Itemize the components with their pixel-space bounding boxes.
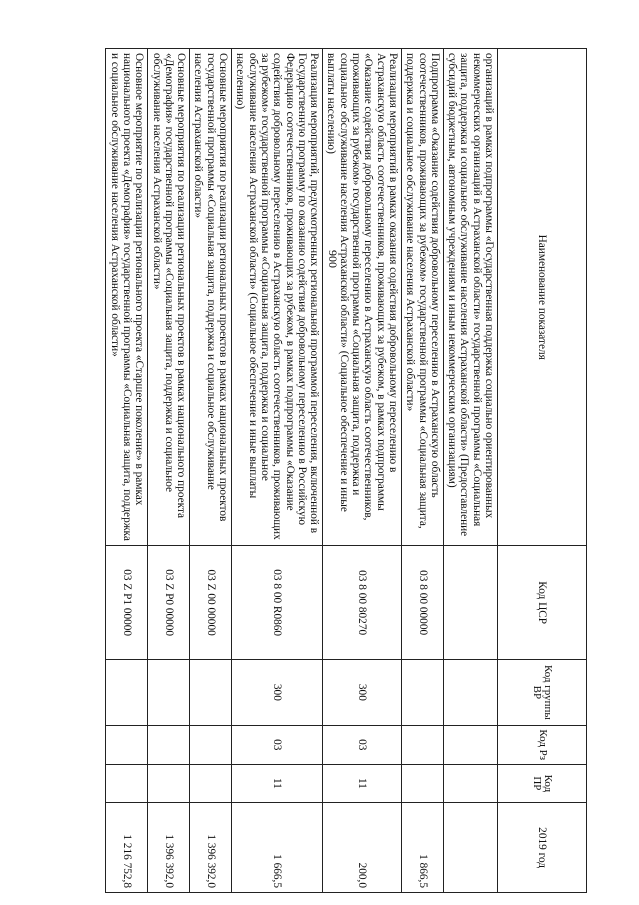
page-number: 900 (326, 250, 340, 268)
table-row (148, 49, 190, 893)
row-pr (401, 764, 443, 803)
row-csr (443, 546, 497, 659)
row-value: 1 666,5 (232, 803, 323, 893)
row-pr (190, 764, 232, 803)
table-header-row (498, 49, 587, 893)
row-name: Подпрограмма «Оказание содействия добровольному переселению в Астраханскую область соотечественников, проживающих за рубежом» государственной программы «Социальная защита, поддержка и социальное обслуживание населения Астраханской области» (401, 49, 443, 546)
header-vr: Код группы ВР (498, 659, 587, 725)
row-name: Реализация мероприятий, предусмотренных региональной программой переселения, включенной в Государственную программу по оказанию содействия добровольному переселению в Российскую Федерацию соотечественников, проживающих за рубежом, в рамках подпрограммы «Оказание содействия добровольному переселению в Астраханскую область соотечественников, проживающих за рубежом» государственной программы «Социальная защита, поддержка и социальное обслуживание населения Астраханской области» (Социальное обеспечение и иные выплаты населению) (232, 49, 323, 546)
row-value: 1 216 752,8 (106, 803, 148, 893)
row-pr (148, 764, 190, 803)
row-csr: 03 8 00 R0860 (232, 546, 323, 659)
row-name: Основные мероприятия по реализации региональных проектов в рамках национальных проектов государственной программы «Социальная защита, поддержка и социальное обслуживание населения Астраханской области» (190, 49, 232, 546)
budget-table (105, 48, 587, 893)
row-rz (401, 725, 443, 764)
row-name: Основное мероприятие по реализации регионального проекта «Старшее поколение» в рамках национального проекта «Демография» государственной программы «Социальная защита, поддержка и социальное обслуживание населения Астраханской области» (106, 49, 148, 546)
header-csr: Код ЦСР (498, 546, 587, 659)
row-pr (443, 764, 497, 803)
row-value: 1 396 392,0 (190, 803, 232, 893)
row-value (443, 803, 497, 893)
row-pr (106, 764, 148, 803)
row-csr: 03 8 00 80270 (323, 546, 402, 659)
row-pr: 11 (232, 764, 323, 803)
row-rz (148, 725, 190, 764)
rotated-budget-table-container (59, 48, 587, 893)
row-csr: 03 Z P0 00000 (148, 546, 190, 659)
header-year: 2019 год (498, 803, 587, 893)
table-row (443, 49, 497, 893)
row-csr: 03 Z 00 00000 (190, 546, 232, 659)
table-row (401, 49, 443, 893)
row-value: 1 396 392,0 (148, 803, 190, 893)
row-value: 200,0 (323, 803, 402, 893)
row-vr (106, 659, 148, 725)
table-row (190, 49, 232, 893)
row-rz (443, 725, 497, 764)
row-vr (443, 659, 497, 725)
row-vr (148, 659, 190, 725)
row-rz: 03 (323, 725, 402, 764)
table-row (323, 49, 402, 893)
row-vr (401, 659, 443, 725)
row-rz (190, 725, 232, 764)
header-pr: Код ПР (498, 764, 587, 803)
row-name: Реализация мероприятий в рамках оказания содействия добровольному переселению в Астраханскую область соотечественников, проживающих за рубежом, в рамках подпрограммы «Оказание содействия добровольному переселению в Астраханскую область соотечественников, проживающих за рубежом» государственной программы «Социальная защита, поддержка и социальное обслуживание населения Астраханской области» (Социальное обеспечение и иные выплаты населению) (323, 49, 402, 546)
header-rz: Код Рз (498, 725, 587, 764)
row-name: организаций в рамках подпрограммы «Государственная поддержка социально ориентированных некоммерческих организаций в Астраханской области» государственной программы «Социальная защита, поддержка и социальное обслуживание населения Астраханской области» (Предоставление субсидий бюджетным, автономным учреждениям и иным некоммерческим организациям) (443, 49, 497, 546)
table-row (232, 49, 323, 893)
row-vr (190, 659, 232, 725)
row-vr: 300 (232, 659, 323, 725)
row-rz: 03 (232, 725, 323, 764)
header-name: Наименование показателя (498, 49, 587, 546)
row-csr: 03 Z P1 00000 (106, 546, 148, 659)
table-row (106, 49, 148, 893)
row-pr: 11 (323, 764, 402, 803)
row-vr: 300 (323, 659, 402, 725)
row-csr: 03 8 00 00000 (401, 546, 443, 659)
row-name: Основные мероприятия по реализации региональных проектов в рамках национального проекта «Демография» государственной программы «Социальная защита, поддержка и социальное обслуживание населения Астраханской области» (148, 49, 190, 546)
row-value: 1 866,5 (401, 803, 443, 893)
row-rz (106, 725, 148, 764)
